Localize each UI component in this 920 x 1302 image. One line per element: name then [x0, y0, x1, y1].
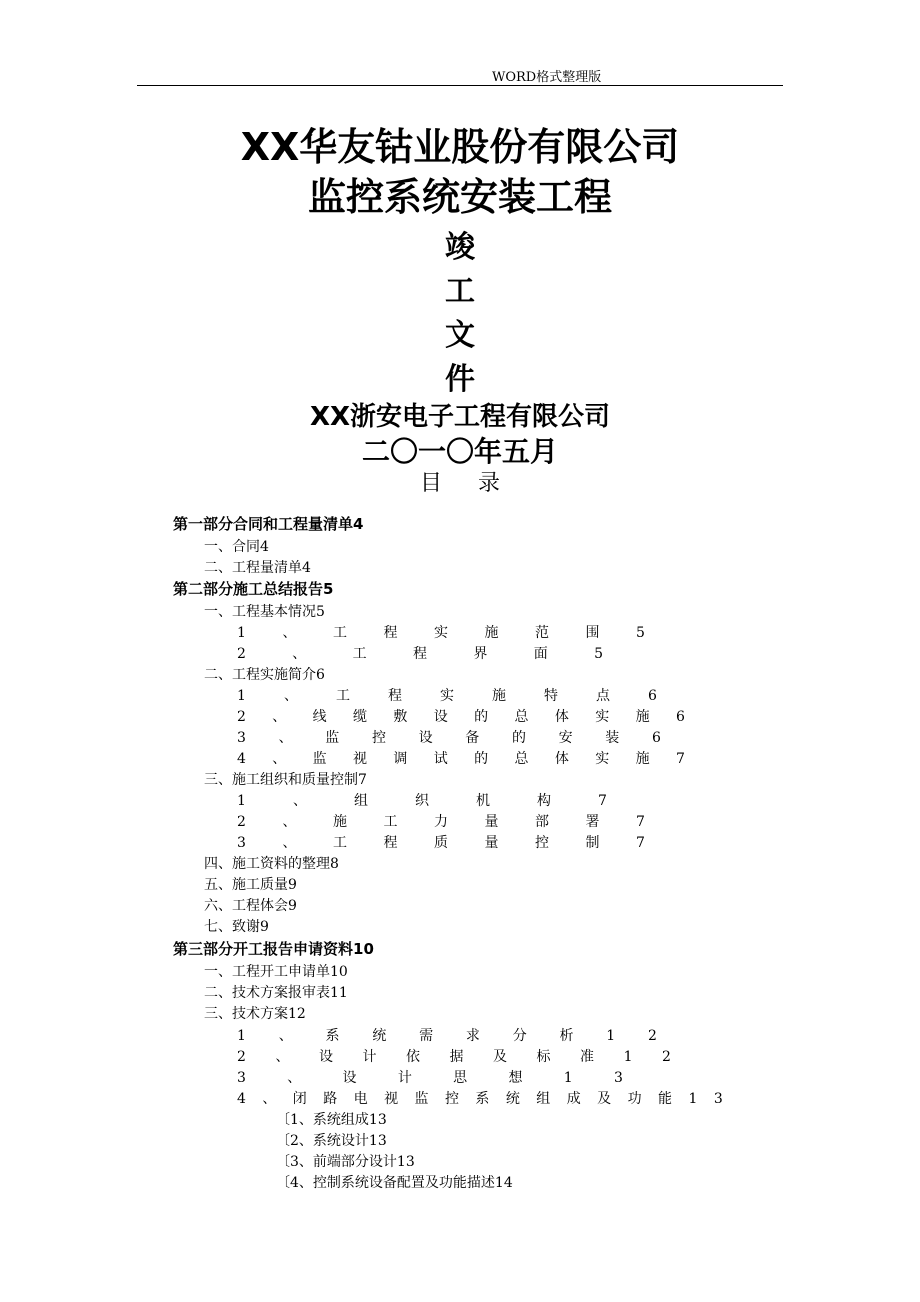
toc-char: 特 — [544, 688, 559, 704]
toc-char: 、 — [282, 835, 297, 851]
toc-char: 路 — [323, 1091, 338, 1107]
toc-subentry[interactable] — [237, 1048, 671, 1066]
toc-char: 设 — [418, 730, 433, 746]
toc-char: 工 — [335, 688, 350, 704]
toc-char: 织 — [414, 793, 429, 809]
toc-char: 监 — [414, 1091, 429, 1107]
toc-char: 1 — [237, 1028, 246, 1044]
toc-char: 施 — [332, 814, 347, 830]
toc-char: 系 — [325, 1028, 340, 1044]
toc-char: 计 — [362, 1049, 377, 1065]
toc-char: 程 — [413, 646, 427, 662]
toc-char: 计 — [397, 1070, 412, 1086]
toc-char: 1 — [606, 1028, 616, 1044]
toc-entry[interactable]: 六、工程体会9 — [204, 898, 297, 914]
toc-char: 部 — [535, 814, 550, 830]
toc-char: 能 — [658, 1091, 673, 1107]
toc-char: 标 — [536, 1049, 551, 1065]
toc-char: 围 — [585, 625, 600, 641]
toc-char: 、 — [283, 688, 298, 704]
toc-char: 实 — [595, 709, 610, 725]
toc-char: 统 — [372, 1028, 387, 1044]
toc-char: 1 — [237, 625, 246, 641]
toc-char: 、 — [282, 625, 297, 641]
toc-subentry[interactable] — [237, 834, 645, 852]
toc-char: 6 — [648, 688, 657, 704]
toc-subsubentry[interactable]: 〔2、系统设计13 — [276, 1133, 387, 1149]
toc-subentry[interactable] — [237, 729, 661, 747]
toc-char: 1 — [623, 1049, 633, 1065]
toc-char: 2 — [237, 709, 246, 725]
toc-char: 控 — [371, 730, 386, 746]
toc-entry[interactable]: 三、技术方案12 — [204, 1006, 306, 1022]
toc-char: 7 — [636, 814, 645, 830]
toc-char: 署 — [585, 814, 600, 830]
header-rule — [137, 85, 783, 86]
toc-char: 7 — [676, 751, 685, 767]
toc-char: 施 — [635, 709, 650, 725]
toc-subentry[interactable] — [237, 687, 657, 705]
toc-subsubentry[interactable]: 〔3、前端部分设计13 — [276, 1154, 415, 1170]
toc-char: 力 — [433, 814, 448, 830]
toc-char: 体 — [554, 751, 569, 767]
toc-subentry[interactable] — [237, 792, 607, 810]
toc-char: 思 — [453, 1070, 468, 1086]
toc-char: 调 — [393, 751, 408, 767]
toc-char: 5 — [594, 646, 603, 662]
toc-char: 、 — [292, 646, 307, 662]
toc-char: 统 — [505, 1091, 520, 1107]
toc-subsubentry[interactable]: 〔4、控制系统设备配置及功能描述14 — [276, 1175, 513, 1191]
toc-char: 3 — [237, 730, 246, 746]
toc-subentry[interactable] — [237, 1090, 723, 1108]
toc-char: 设 — [318, 1049, 333, 1065]
toc-char: 系 — [475, 1091, 490, 1107]
toc-char: 量 — [484, 835, 499, 851]
toc-char: 析 — [559, 1028, 574, 1044]
toc-char: 实 — [439, 688, 454, 704]
toc-char: 1 — [563, 1070, 573, 1086]
toc-subentry[interactable] — [237, 750, 685, 768]
toc-subsubentry[interactable]: 〔1、系统组成13 — [276, 1112, 387, 1128]
toc-char: 敷 — [393, 709, 408, 725]
cover-date: 二〇一〇年五月 — [361, 435, 558, 468]
toc-char: 点 — [596, 688, 611, 704]
toc-entry[interactable]: 二、技术方案报审表11 — [204, 985, 348, 1001]
toc-char: 施 — [484, 625, 499, 641]
toc-subentry[interactable] — [237, 1027, 657, 1045]
toc-part2-title[interactable]: 第二部分施工总结报告5 — [173, 580, 334, 598]
cover-title-line1: XX华友钴业股份有限公司 — [240, 125, 680, 169]
toc-char: 视 — [353, 751, 368, 767]
cover-vertical-char: 件 — [445, 362, 475, 397]
toc-char: 5 — [636, 625, 645, 641]
toc-char: 、 — [282, 814, 297, 830]
toc-char: 构 — [537, 793, 551, 809]
toc-entry[interactable]: 一、工程开工申请单10 — [204, 964, 348, 980]
toc-char: 及 — [597, 1091, 612, 1107]
toc-char: 7 — [598, 793, 607, 809]
toc-char: 量 — [484, 814, 499, 830]
toc-char: 分 — [512, 1028, 527, 1044]
toc-char: 成 — [566, 1091, 581, 1107]
toc-char: 想 — [508, 1070, 523, 1086]
toc-entry[interactable]: 四、施工资料的整理8 — [204, 856, 339, 872]
toc-char: 6 — [651, 730, 661, 746]
toc-char: 2 — [237, 814, 246, 830]
toc-char: 、 — [278, 730, 293, 746]
toc-char: 需 — [419, 1028, 434, 1044]
cover-vertical-char: 文 — [445, 318, 475, 353]
toc-char: 3 — [614, 1070, 623, 1086]
toc-char: 组 — [353, 793, 368, 809]
toc-entry[interactable]: 二、工程实施简介6 — [204, 667, 325, 683]
toc-char: 范 — [535, 625, 550, 641]
toc-char: 设 — [433, 709, 448, 725]
toc-title-char: 目 — [419, 471, 442, 496]
toc-char: 闭 — [292, 1091, 307, 1107]
toc-entry[interactable]: 一、工程基本情况5 — [204, 604, 325, 620]
toc-char: 工 — [332, 835, 347, 851]
toc-subentry[interactable] — [237, 1069, 623, 1087]
toc-char: 3 — [237, 1070, 246, 1086]
toc-char: 、 — [275, 1049, 290, 1065]
toc-char: 2 — [662, 1049, 671, 1065]
toc-subentry[interactable] — [237, 708, 685, 726]
toc-char: 依 — [405, 1049, 420, 1065]
toc-char: 试 — [433, 751, 448, 767]
toc-char: 2 — [237, 1049, 246, 1065]
toc-char: 据 — [449, 1049, 464, 1065]
cover-title-line2: 监控系统安装工程 — [307, 175, 612, 219]
toc-char: 2 — [237, 646, 246, 662]
toc-char: 4 — [237, 751, 246, 767]
toc-char: 监 — [312, 751, 327, 767]
toc-entry[interactable]: 一、合同4 — [204, 539, 269, 555]
toc-char: 工 — [332, 625, 347, 641]
toc-char: 准 — [580, 1049, 595, 1065]
cover-vertical-char: 竣 — [445, 230, 475, 265]
toc-entry[interactable]: 五、施工质量9 — [204, 877, 297, 893]
toc-part3-title[interactable]: 第三部分开工报告申请资料10 — [173, 940, 374, 958]
toc-char: 程 — [383, 625, 398, 641]
toc-char: 7 — [636, 835, 645, 851]
toc-char: 控 — [535, 835, 550, 851]
toc-char: 控 — [444, 1091, 459, 1107]
toc-entry[interactable]: 二、工程量清单4 — [204, 560, 311, 576]
toc-char: 3 — [713, 1091, 723, 1107]
toc-char: 缆 — [353, 709, 368, 725]
toc-char: 施 — [635, 751, 650, 767]
toc-char: 的 — [474, 751, 489, 767]
toc-char: 总 — [514, 751, 529, 767]
toc-subentry[interactable] — [237, 813, 645, 831]
toc-char: 、 — [278, 1028, 293, 1044]
toc-char: 1 — [237, 793, 246, 809]
toc-char: 组 — [536, 1091, 551, 1107]
toc-char: 1 — [237, 688, 246, 704]
toc-char: 体 — [554, 709, 569, 725]
toc-subentry[interactable] — [237, 624, 645, 642]
toc-char: 1 — [688, 1091, 698, 1107]
toc-char: 的 — [511, 730, 526, 746]
toc-char: 制 — [585, 835, 600, 851]
toc-char: 及 — [493, 1049, 508, 1065]
toc-part1-title[interactable]: 第一部分合同和工程量清单4 — [173, 515, 364, 533]
toc-char: 3 — [237, 835, 246, 851]
toc-char: 面 — [533, 646, 548, 662]
toc-char: 程 — [383, 835, 398, 851]
toc-char: 线 — [312, 709, 327, 725]
toc-char: 安 — [558, 730, 573, 746]
toc-char: 功 — [627, 1091, 642, 1107]
toc-char: 界 — [473, 646, 488, 662]
toc-char: 、 — [262, 1091, 277, 1107]
toc-char: 总 — [514, 709, 529, 725]
toc-char: 、 — [272, 709, 287, 725]
cover-company: XX浙安电子工程有限公司 — [309, 402, 611, 432]
toc-char: 求 — [465, 1028, 480, 1044]
toc-title — [0, 466, 920, 497]
page-header: WORD格式整理版 — [492, 70, 602, 85]
toc-char: 、 — [287, 1070, 302, 1086]
toc-entry[interactable]: 三、施工组织和质量控制7 — [204, 772, 367, 788]
toc-char: 工 — [383, 814, 398, 830]
toc-entry[interactable]: 七、致谢9 — [204, 919, 269, 935]
toc-char: 电 — [353, 1091, 368, 1107]
toc-char: 2 — [648, 1028, 657, 1044]
cover-vertical-char: 工 — [445, 274, 475, 309]
toc-char: 程 — [387, 688, 402, 704]
toc-char: 4 — [237, 1091, 246, 1107]
toc-char: 、 — [272, 751, 287, 767]
toc-char: 实 — [595, 751, 610, 767]
toc-title-char: 录 — [478, 471, 501, 496]
toc-char: 机 — [475, 793, 490, 809]
toc-char: 工 — [352, 646, 367, 662]
toc-char: 实 — [433, 625, 448, 641]
toc-char: 装 — [605, 730, 620, 746]
toc-char: 6 — [676, 709, 685, 725]
toc-char: 备 — [465, 730, 480, 746]
toc-char: 、 — [292, 793, 307, 809]
toc-char: 的 — [474, 709, 489, 725]
toc-char: 视 — [384, 1091, 399, 1107]
toc-char: 质 — [433, 835, 448, 851]
toc-char: 设 — [342, 1070, 357, 1086]
toc-char: 施 — [492, 688, 506, 704]
toc-char: 监 — [325, 730, 340, 746]
toc-subentry[interactable] — [237, 645, 603, 663]
